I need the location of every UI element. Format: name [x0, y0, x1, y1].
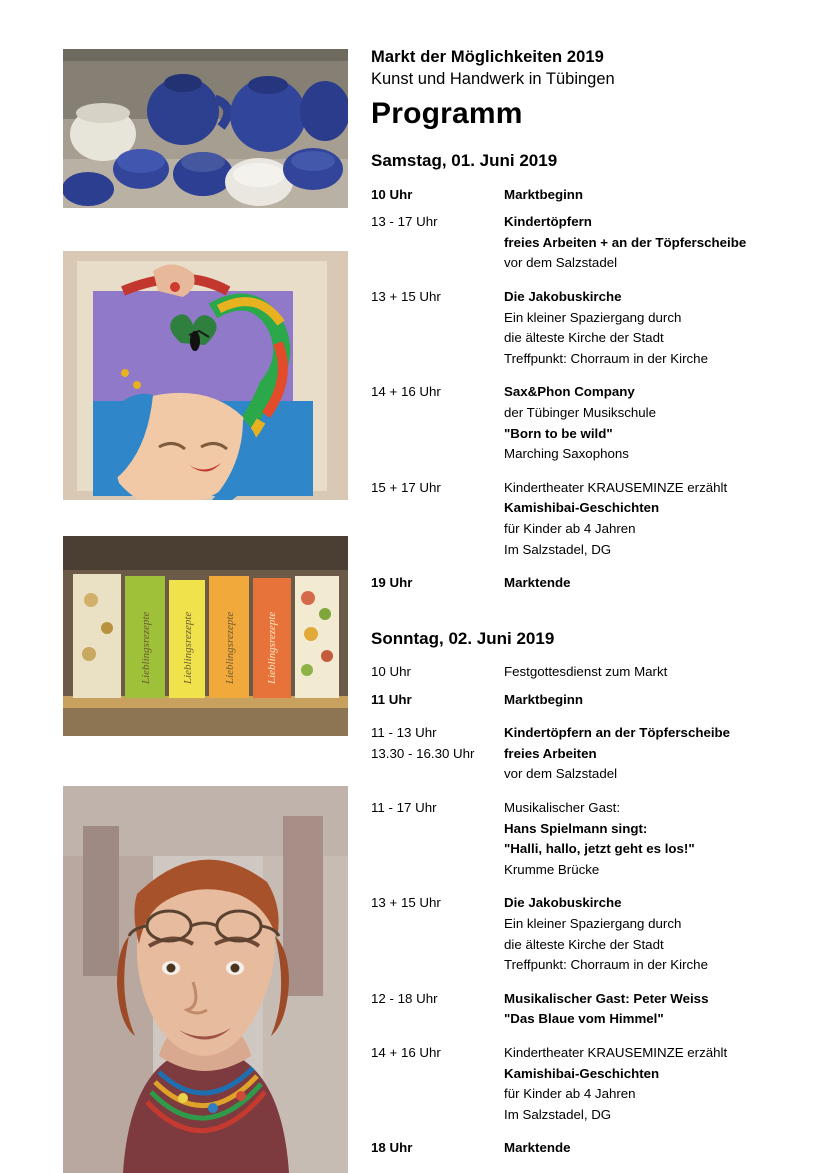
schedule-time-line: 15 + 17 Uhr — [371, 479, 441, 495]
schedule-description — [504, 478, 791, 573]
schedule-row — [371, 690, 791, 724]
schedule-description-line: der Tübinger Musikschule — [504, 405, 657, 421]
schedule-description-line: Im Salzstadel, DG — [504, 1106, 612, 1122]
schedule-description-line: Im Salzstadel, DG — [504, 541, 612, 557]
schedule-time — [371, 662, 504, 690]
schedule-description-line: Die Jakobuskirche — [504, 895, 622, 911]
schedule-description-line: Treffpunkt: Chorraum in der Kirche — [504, 957, 708, 973]
day-title-sunday: Sonntag, 02. Juni 2019 — [371, 628, 555, 648]
schedule-time-line: 12 - 18 Uhr — [371, 990, 438, 1006]
poster-subtitle-line2: Kunst und Handwerk in Tübingen — [371, 70, 615, 89]
schedule-row — [371, 212, 791, 287]
schedule-time-line: 11 - 13 Uhr — [371, 725, 437, 741]
schedule-time-line: 18 Uhr — [371, 1140, 413, 1156]
recipe-books-image — [63, 536, 348, 736]
schedule-description-line: Kindertöpfern — [504, 214, 592, 230]
day-title-saturday: Samstag, 01. Juni 2019 — [371, 150, 558, 170]
schedule-time-line: 14 + 16 Uhr — [371, 1045, 441, 1061]
schedule-description — [504, 1138, 791, 1172]
schedule-description-line: Marching Saxophons — [504, 446, 629, 462]
schedule-description-line: Die Jakobuskirche — [504, 288, 622, 304]
schedule-description-line: Marktende — [504, 575, 571, 591]
schedule-description — [504, 893, 791, 988]
schedule-time-line: 10 Uhr — [371, 186, 413, 202]
schedule-description-line: Kamishibai-Geschichten — [504, 1065, 660, 1081]
schedule-row — [371, 382, 791, 477]
photo-woman-portrait — [63, 786, 348, 1173]
photo-painting-face — [63, 251, 348, 500]
schedule-row — [371, 1043, 791, 1138]
svg-text:Lieblingsrezepte: Lieblingsrezepte — [140, 611, 152, 684]
program-content — [371, 46, 791, 1172]
schedule-description-line: Kamishibai-Geschichten — [504, 500, 660, 516]
schedule-time — [371, 287, 504, 382]
svg-text:Lieblingsrezepte: Lieblingsrezepte — [266, 611, 278, 684]
poster-subtitle-line1: Markt der Möglichkeiten 2019 — [371, 48, 604, 66]
schedule-time-line: 13.30 - 16.30 Uhr — [371, 745, 475, 761]
schedule-row — [371, 287, 791, 382]
schedule-description-line: vor dem Salzstadel — [504, 255, 618, 271]
schedule-description-line: die älteste Kirche der Stadt — [504, 330, 664, 346]
schedule-time-line: 19 Uhr — [371, 575, 413, 591]
svg-text:Lieblingsrezepte: Lieblingsrezepte — [182, 611, 194, 684]
schedule-description-line: Krumme Brücke — [504, 861, 600, 877]
schedule-time — [371, 989, 504, 1043]
schedule-time — [371, 690, 504, 724]
schedule-time — [371, 185, 504, 213]
schedule-row — [371, 478, 791, 573]
schedule-description-line: Ein kleiner Spaziergang durch — [504, 915, 682, 931]
schedule-time — [371, 212, 504, 287]
day-section-saturday — [371, 151, 791, 607]
schedule-description — [504, 287, 791, 382]
schedule-time-line: 10 Uhr — [371, 663, 411, 679]
day-section-sunday — [371, 629, 791, 1172]
schedule-description-line: Musikalischer Gast: Peter Weiss — [504, 990, 709, 1006]
schedule-description-line: Kindertheater KRAUSEMINZE erzählt — [504, 479, 728, 495]
schedule-time-line: 11 - 17 Uhr — [371, 799, 437, 815]
page-title: Programm — [371, 96, 523, 130]
schedule-time-line: 14 + 16 Uhr — [371, 384, 441, 400]
schedule-description-line: Festgottesdienst zum Markt — [504, 663, 668, 679]
schedule-row — [371, 723, 791, 798]
svg-text:Lieblingsrezepte: Lieblingsrezepte — [224, 611, 236, 684]
schedule-row — [371, 989, 791, 1043]
schedule-description — [504, 723, 791, 798]
schedule-description-line: Hans Spielmann singt: — [504, 820, 648, 836]
schedule-body-sunday — [371, 662, 791, 1172]
schedule-description-line: freies Arbeiten — [504, 745, 597, 761]
schedule-row — [371, 662, 791, 690]
blue-pottery-image — [63, 49, 348, 208]
schedule-description-line: vor dem Salzstadel — [504, 766, 618, 782]
schedule-description — [504, 1043, 791, 1138]
schedule-description — [504, 573, 791, 607]
photo-blue-pottery — [63, 49, 348, 208]
schedule-description — [504, 690, 791, 724]
schedule-table-saturday — [371, 185, 791, 607]
schedule-time — [371, 1138, 504, 1172]
schedule-description-line: Treffpunkt: Chorraum in der Kirche — [504, 350, 708, 366]
schedule-description-line: Sax&Phon Company — [504, 384, 635, 400]
schedule-row — [371, 798, 791, 893]
schedule-time — [371, 1043, 504, 1138]
schedule-table-sunday — [371, 662, 791, 1172]
schedule-description-line: "Das Blaue vom Himmel" — [504, 1011, 664, 1027]
schedule-time-line: 13 - 17 Uhr — [371, 214, 438, 230]
schedule-time-line: 13 + 15 Uhr — [371, 895, 441, 911]
schedule-description — [504, 989, 791, 1043]
woman-portrait-image — [63, 786, 348, 1173]
schedule-description — [504, 185, 791, 213]
schedule-description — [504, 212, 791, 287]
schedule-time — [371, 893, 504, 988]
schedule-description-line: Kindertöpfern an der Töpferscheibe — [504, 725, 731, 741]
schedule-time — [371, 573, 504, 607]
schedule-description-line: Marktende — [504, 1140, 571, 1156]
schedule-description-line: für Kinder ab 4 Jahren — [504, 521, 636, 537]
painting-image — [63, 251, 348, 500]
schedule-description — [504, 798, 791, 893]
schedule-description-line: die älteste Kirche der Stadt — [504, 936, 664, 952]
schedule-description-line: Marktbeginn — [504, 691, 584, 707]
schedule-time — [371, 798, 504, 893]
schedule-time-line: 11 Uhr — [371, 691, 412, 707]
schedule-description-line: Ein kleiner Spaziergang durch — [504, 309, 682, 325]
schedule-time — [371, 382, 504, 477]
schedule-row — [371, 573, 791, 607]
photo-recipe-books — [63, 536, 348, 736]
schedule-row — [371, 893, 791, 988]
schedule-description-line: Marktbeginn — [504, 186, 584, 202]
schedule-time — [371, 723, 504, 798]
schedule-description-line: Kindertheater KRAUSEMINZE erzählt — [504, 1045, 728, 1061]
schedule-row — [371, 185, 791, 213]
schedule-description — [504, 382, 791, 477]
schedule-description-line: "Born to be wild" — [504, 425, 613, 441]
schedule-description-line: freies Arbeiten + an der Töpferscheibe — [504, 234, 747, 250]
schedule-description-line: für Kinder ab 4 Jahren — [504, 1086, 636, 1102]
schedule-time — [371, 478, 504, 573]
schedule-time-line: 13 + 15 Uhr — [371, 288, 441, 304]
schedule-row — [371, 1138, 791, 1172]
schedule-body-saturday — [371, 185, 791, 607]
schedule-description-line: Musikalischer Gast: — [504, 799, 621, 815]
schedule-description — [504, 662, 791, 690]
schedule-description-line: "Halli, hallo, jetzt geht es los!" — [504, 841, 695, 857]
